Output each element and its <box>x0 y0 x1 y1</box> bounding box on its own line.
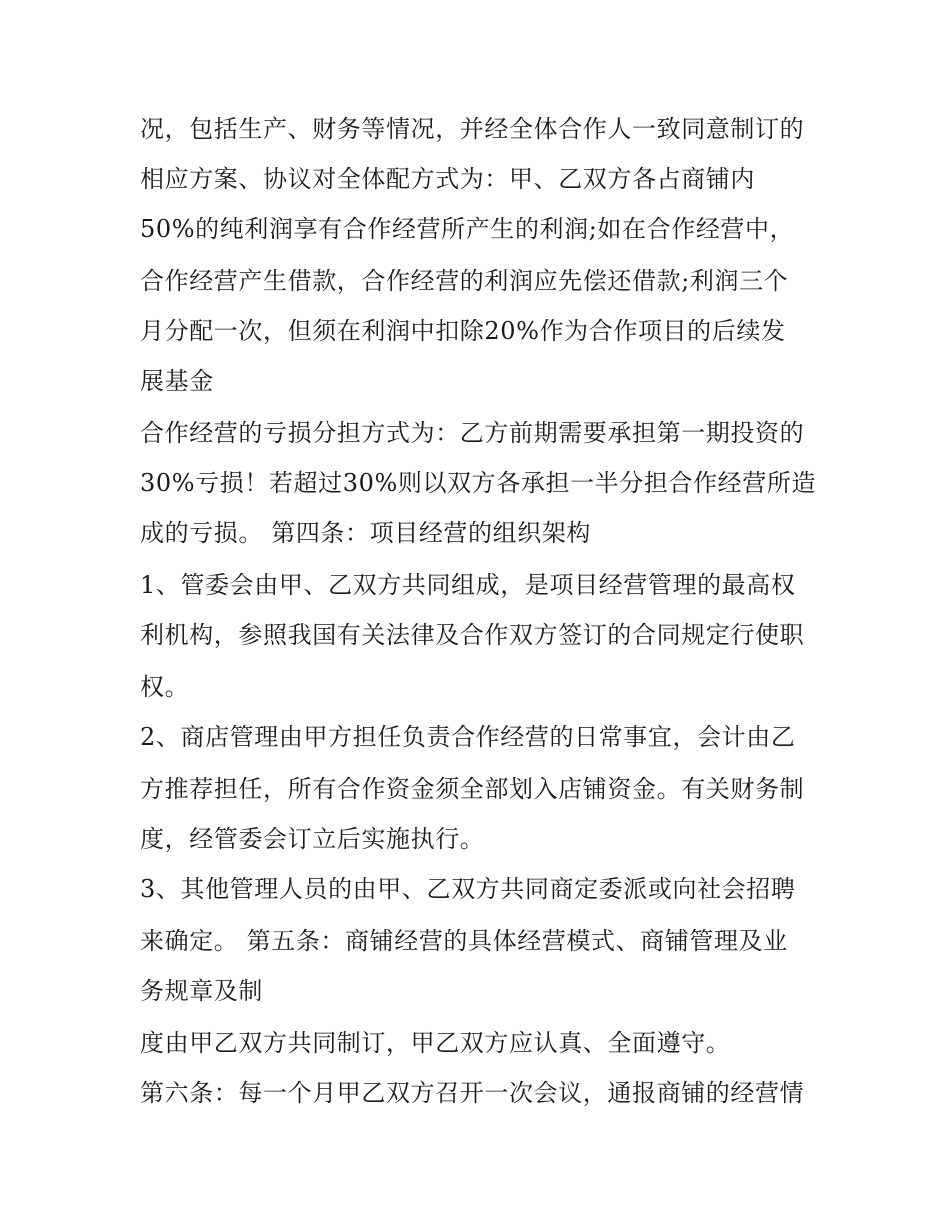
text-line: 相应方案、协议对全体配方式为：甲、乙双方各占商铺内 <box>140 165 755 193</box>
text-line: 况，包括生产、财务等情况，并经全体合作人一致同意制订的 <box>140 115 805 143</box>
text-line: 务规章及制 <box>140 977 263 1005</box>
text-line: 50%的纯利润享有合作经营所产生的利润;如在合作经营中， <box>140 215 795 243</box>
text-line: 3、其他管理人员的由甲、乙双方共同商定委派或向社会招聘 <box>140 875 796 903</box>
text-line: 合作经营产生借款，合作经营的利润应先偿还借款;利润三个 <box>140 267 789 295</box>
text-line: 2、商店管理由甲方担任负责合作经营的日常事宜，会计由乙 <box>140 723 796 751</box>
text-line: 来确定。 第五条：商铺经营的具体经营模式、商铺管理及业 <box>140 927 788 955</box>
text-line: 第六条：每一个月甲乙双方召开一次会议，通报商铺的经营情 <box>140 1079 805 1107</box>
text-line: 利机构，参照我国有关法律及合作双方签订的合同规定行使职 <box>140 621 805 649</box>
text-line: 成的亏损。 第四条：项目经营的组织架构 <box>140 519 592 547</box>
text-line: 月分配一次，但须在利润中扣除20%作为合作项目的后续发 <box>140 317 786 345</box>
text-line: 方推荐担任，所有合作资金须全部划入店铺资金。有关财务制 <box>140 775 805 803</box>
text-line: 展基金 <box>140 367 214 395</box>
text-line: 合作经营的亏损分担方式为：乙方前期需要承担第一期投资的 <box>140 419 805 447</box>
text-line: 权。 <box>140 673 190 701</box>
text-line: 度，经管委会订立后实施执行。 <box>140 825 485 853</box>
text-line: 30%亏损！若超过30%则以双方各承担一半分担合作经营所造 <box>140 469 817 497</box>
text-line: 度由甲乙双方共同制订，甲乙双方应认真、全面遵守。 <box>140 1029 731 1057</box>
text-line: 1、管委会由甲、乙双方共同组成，是项目经营管理的最高权 <box>140 571 796 599</box>
